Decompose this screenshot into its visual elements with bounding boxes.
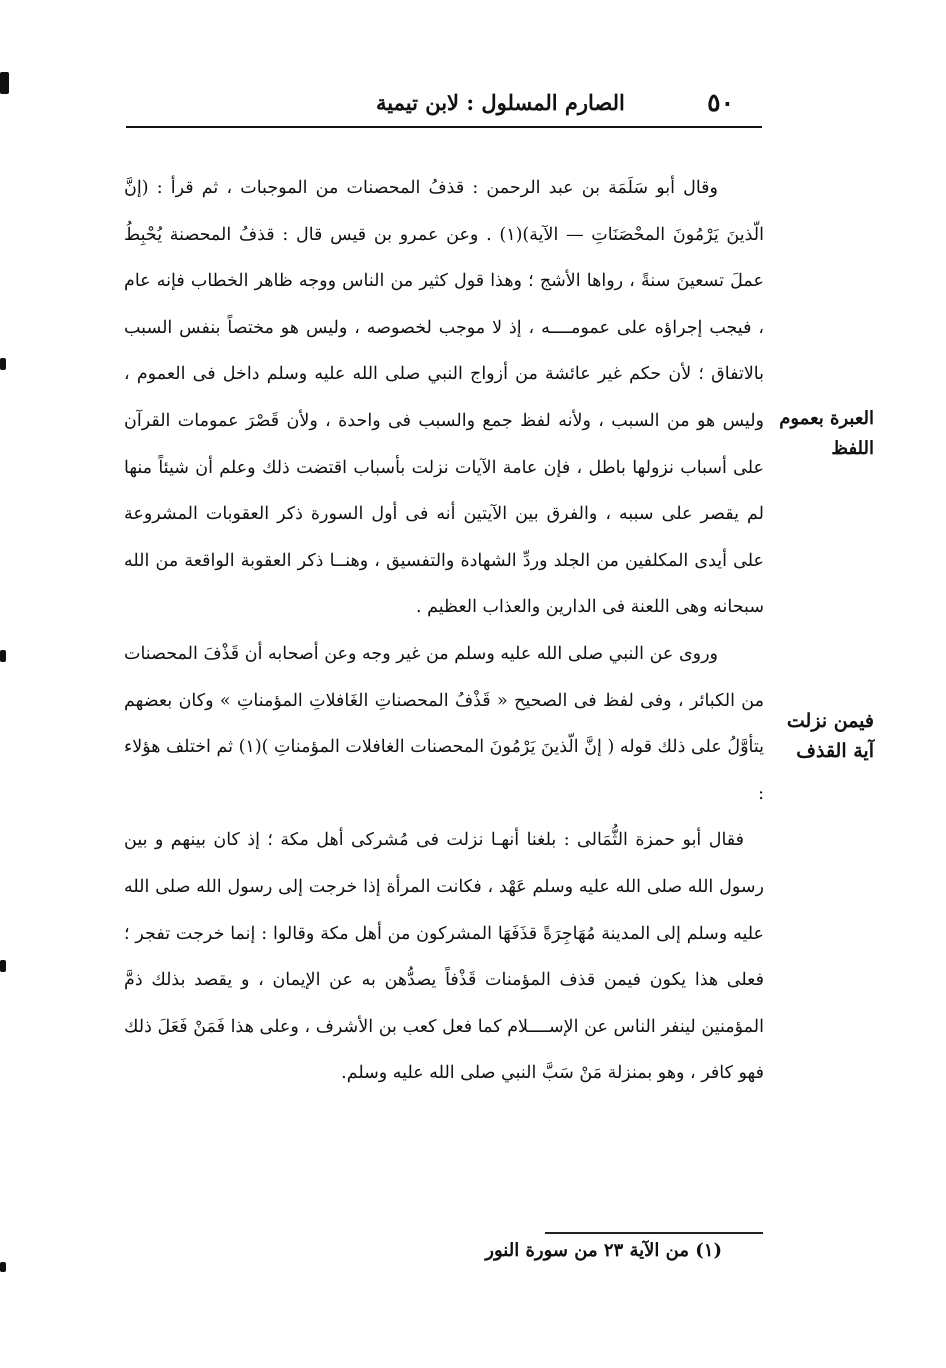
body-text <box>124 165 764 1097</box>
paragraph: فقال أبو حمزة الثُّمَالى : بلغنا أنهـا نزلت فى مُشركى أهل مكة ؛ إذ كان بينهم و بين رسول الله صلى الله عليه وسلم عَهْد ، فكانت المرأة إذا خرجت إلى رسول الله صلى الله عليه وسلم إلى المدينة مُهَاجِرَةً قذَفَهَا المشركون من أهل مكة وقالوا : إنما خرجت تفجر ؛ فعلى هذا يكون فيمن قذف المؤمنات قَذْفاً يصدُّهن به عن الإيمان ، و يقصد بذلك ذمَّ المؤمنين لينفر الناس عن الإســــلام كما فعل كعب بن الأشرف ، وعلى هذا فَمَنْ فَعَلَ ذلك فهو كافر ، وهو بمنزلة مَنْ سَبَّ النبي صلى الله عليه وسلم. <box>124 830 764 1084</box>
header-rule <box>126 126 762 128</box>
scan-edge-mark <box>0 1262 6 1272</box>
scan-edge-mark <box>0 358 6 370</box>
paragraph: وروى عن النبي صلى الله عليه وسلم من غير وجه وعن أصحابه أن قَذْفَ المحصنات من الكبائر ، وفى لفظ فى الصحيح « قَذْفُ المحصناتِ الغَافلاتِ المؤمناتِ » وكان بعضهم يتأوَّلُ على ذلك قوله ( إنَّ الّذينَ يَرْمُونَ المحصنات الغافلات المؤمناتِ )(١) ثم اختلف هؤلاء : <box>124 643 764 804</box>
running-header <box>126 82 760 122</box>
scan-edge-mark <box>0 960 6 972</box>
scan-edge-mark <box>0 650 6 662</box>
footnote: (١) من الآية ٢٣ من سورة النور <box>485 1240 722 1261</box>
page-number: ٥٠ <box>707 87 734 117</box>
paragraph: وقال أبو سَلَمَة بن عبد الرحمن : قذفُ المحصنات من الموجبات ، ثم قرأ : (إنَّ الّذينَ يَرْمُونَ المحْصَنَاتِ — الآية)(١) . وعن عمرو بن قيس قال : قذفُ المحصنة يُحْبِطُ عملَ تسعينَ سنةً ، رواها الأشج ؛ وهذا قول كثير من الناس ووجه ظاهر الخطاب فإنه عام ، فيجب إجراؤه على عمومــــه ، إذ لا موجب لخصوصه ، وليس هو مختصاً بنفس السبب بالاتفاق ؛ لأن حكم غير عائشة من أزواج النبي صلى الله عليه وسلم داخل فى العموم ، وليس هو من السبب ، ولأنه لفظ جمع والسبب فى واحدة ، ولأن قَصْرَ عمومات القرآن على أسباب نزولها باطل ، فإن عامة الآيات نزلت بأسباب اقتضت ذلك وعلم أن شيئاً منها لم يقصر على سببه ، والفرق بين الآيتين أنه فى أول السورة ذكر العقوبات المشروعة على أيدى المكلفين من الجلد وردِّ الشهادة والتفسيق ، وهنــا ذكر العقوبة الواقعة من الله سبحانه وهى اللعنة فى الدارين والعذاب العظيم . <box>124 178 764 618</box>
scan-edge-mark <box>0 72 9 94</box>
margin-note-general-wording: العبرة بعموم اللفظ <box>779 408 874 459</box>
margin-note-qadhf-verse: فيمن نزلت آية القذف <box>786 710 874 762</box>
footnote-rule <box>545 1232 763 1234</box>
running-title: الصارم المسلول : لابن تيمية <box>376 89 625 115</box>
